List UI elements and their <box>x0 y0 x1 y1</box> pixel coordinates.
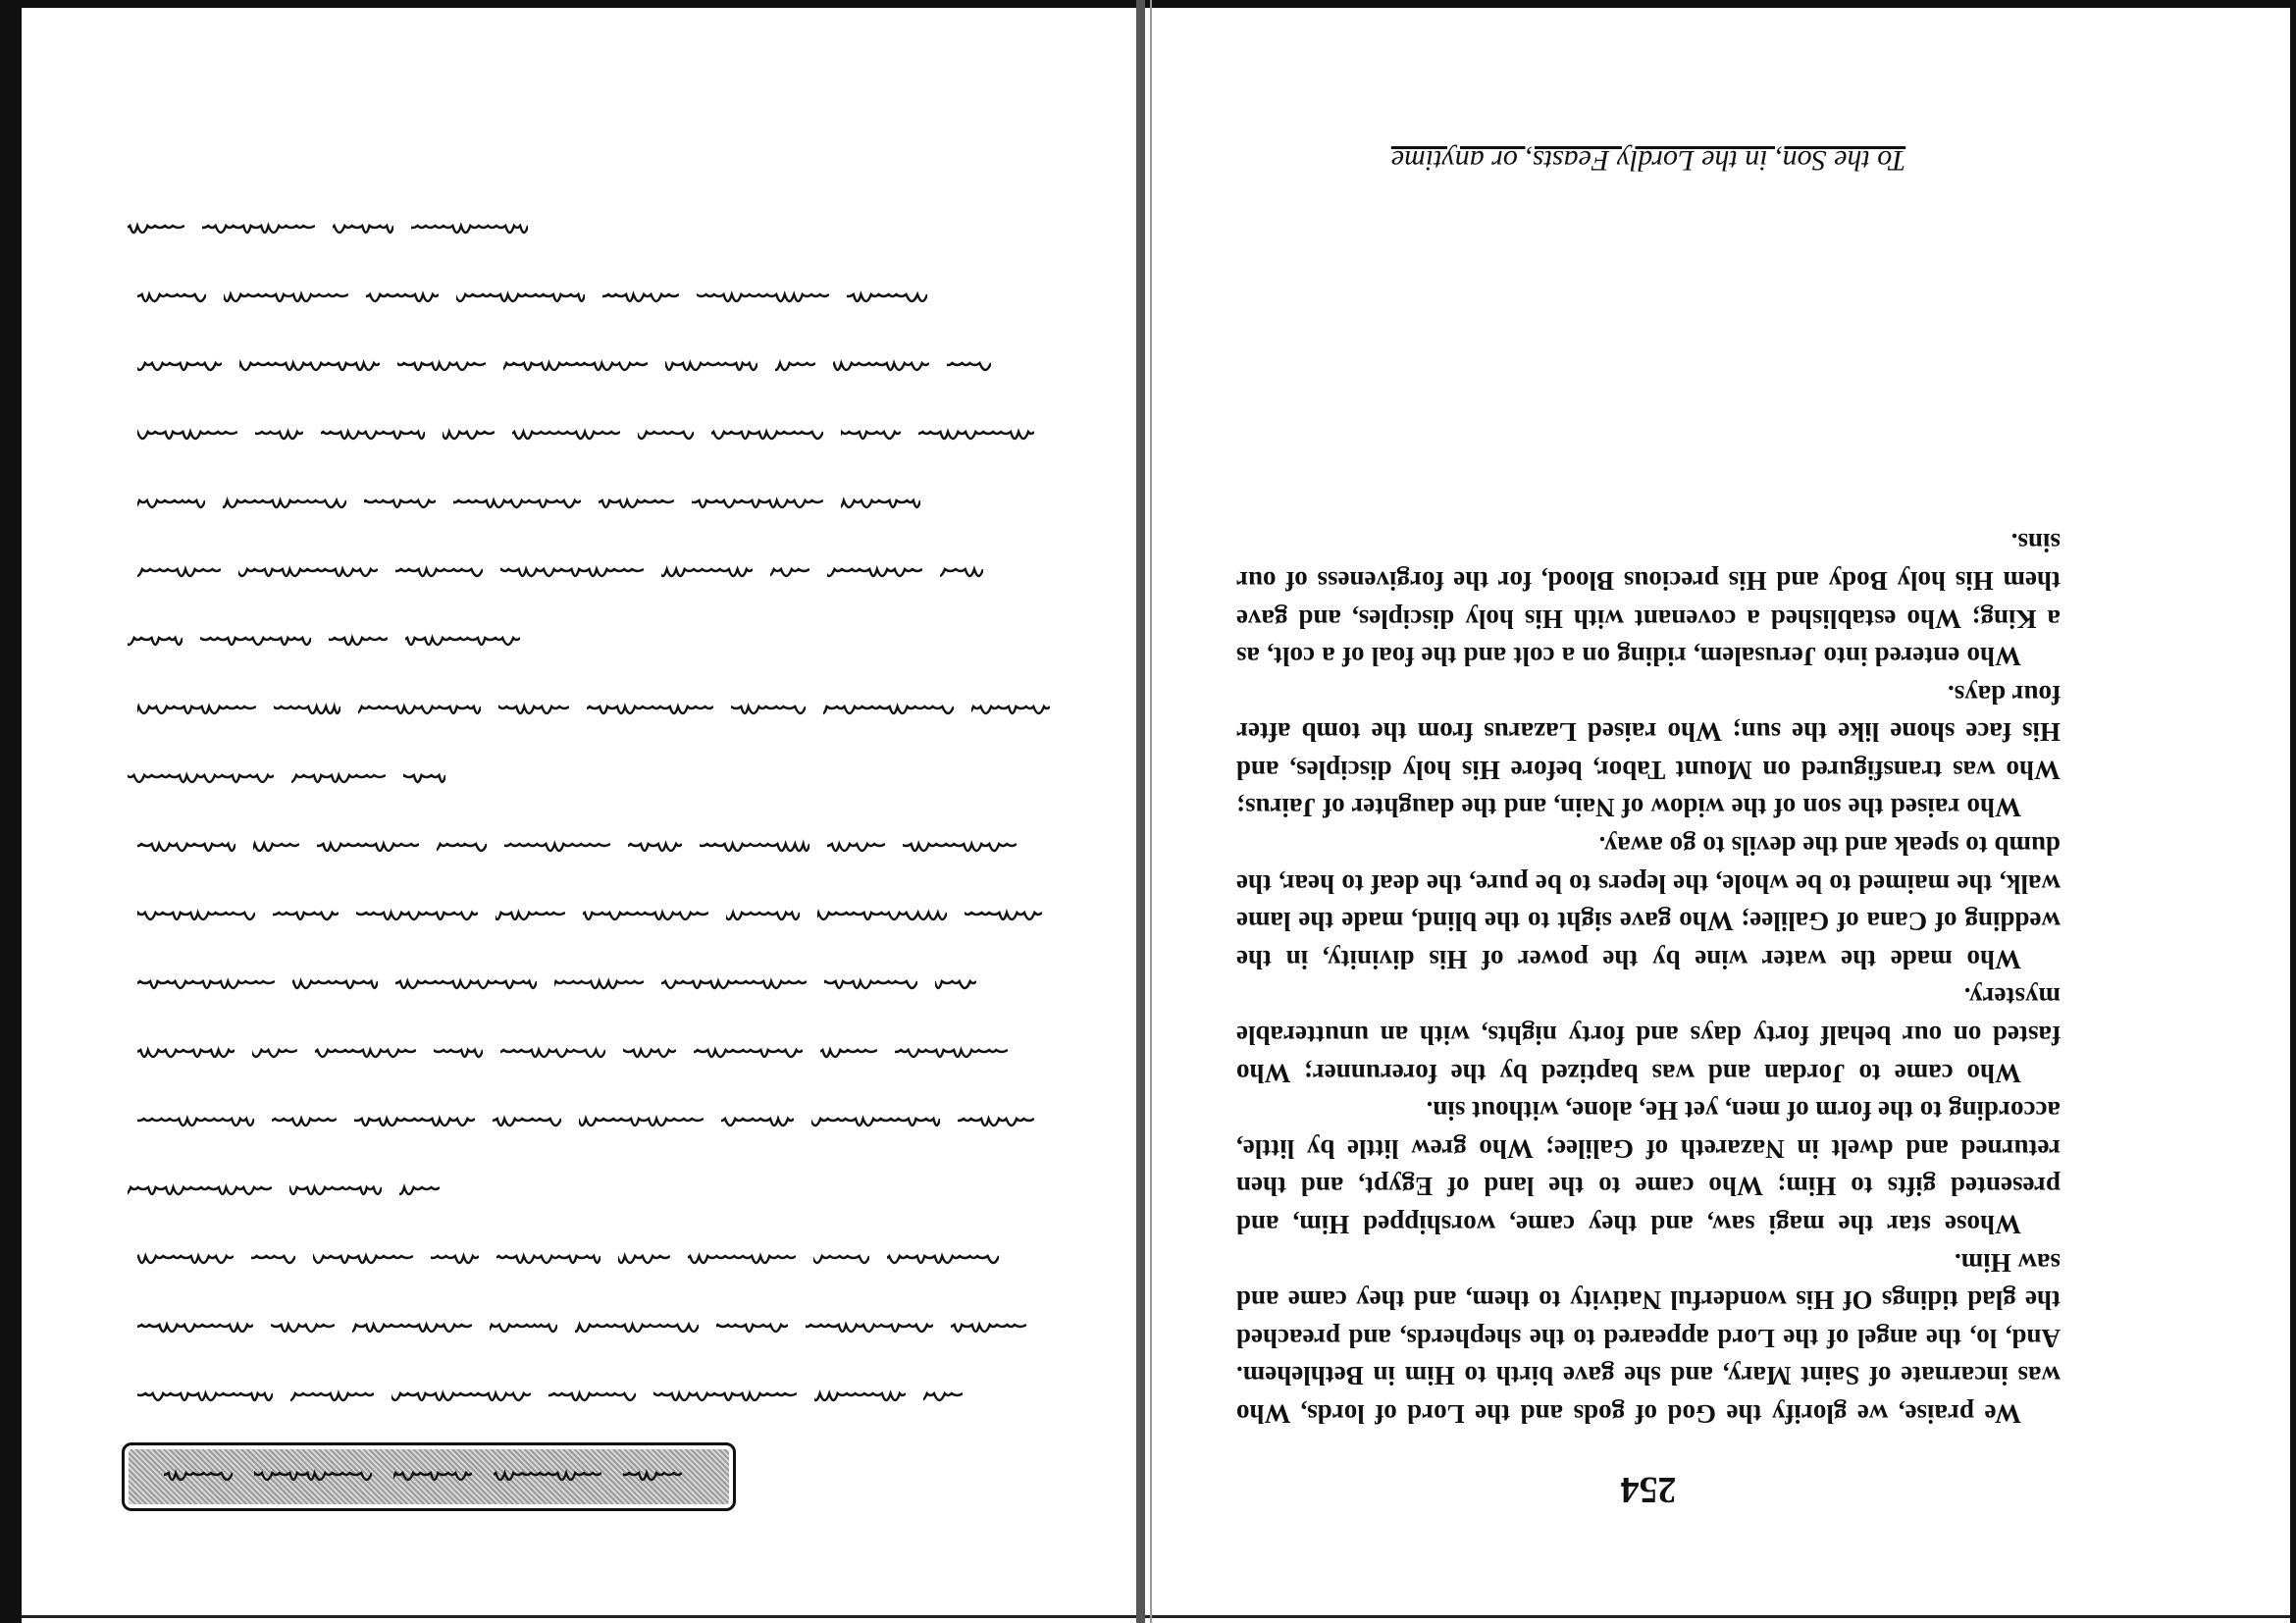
script-word <box>813 1250 869 1272</box>
book-gutter-line <box>1150 0 1152 1623</box>
script-word <box>575 1319 699 1340</box>
script-word <box>623 1467 682 1489</box>
script-word <box>918 426 1034 447</box>
script-word <box>895 1044 1008 1066</box>
script-word <box>200 632 311 654</box>
scan-right-edge <box>2290 0 2296 1623</box>
script-word <box>321 426 425 447</box>
book-gutter <box>1136 0 1145 1623</box>
script-word <box>274 701 340 722</box>
script-line <box>137 834 1017 864</box>
script-word <box>397 357 486 379</box>
script-line <box>128 765 445 795</box>
script-word <box>820 1044 877 1066</box>
paragraph-5: Who raised the son of the widow of Nain, and the daughter of Jairus; Who was transfigured on Mount Tabor, before His holy disciples, and His face shone like the sun; Who raised Lazarus from the tomb after four days. <box>1236 679 2061 823</box>
script-word <box>137 1319 253 1340</box>
script-word <box>393 1467 472 1489</box>
script-word <box>841 426 901 447</box>
script-word <box>202 220 315 241</box>
script-word <box>493 1113 561 1134</box>
script-word <box>431 1250 479 1272</box>
script-word <box>661 563 753 585</box>
script-word <box>252 1044 297 1066</box>
script-word <box>579 1113 704 1134</box>
script-word <box>255 426 303 447</box>
script-word <box>833 357 929 379</box>
script-word <box>721 1113 794 1134</box>
script-word <box>935 975 976 997</box>
script-line <box>137 285 927 314</box>
script-word <box>731 701 806 722</box>
script-word <box>697 288 829 310</box>
script-word <box>823 701 954 722</box>
script-word <box>137 357 222 379</box>
script-word <box>817 907 947 928</box>
script-word <box>638 426 694 447</box>
page-body <box>1236 196 2061 1433</box>
scan-left-edge <box>0 0 22 1623</box>
script-word <box>923 1387 963 1409</box>
script-line <box>137 697 1050 726</box>
script-line <box>128 1178 440 1207</box>
script-word <box>700 838 809 860</box>
script-word <box>128 1181 272 1203</box>
script-word <box>137 907 255 928</box>
script-word <box>512 426 620 447</box>
script-word <box>356 907 478 928</box>
script-word <box>128 220 184 241</box>
script-word <box>711 426 823 447</box>
script-word <box>254 1467 372 1489</box>
script-word <box>456 288 585 310</box>
page-number: 254 <box>1620 1469 1677 1510</box>
script-word <box>405 632 520 654</box>
script-word <box>358 701 481 722</box>
script-word <box>496 1250 600 1272</box>
script-word <box>317 838 419 860</box>
script-word <box>503 357 648 379</box>
script-word <box>824 975 917 997</box>
script-word <box>554 975 644 997</box>
script-line <box>137 422 1034 451</box>
script-word <box>688 1250 796 1272</box>
script-word <box>395 563 483 585</box>
script-word <box>806 1319 933 1340</box>
script-word <box>437 838 487 860</box>
script-word <box>411 220 528 241</box>
script-word <box>500 1044 605 1066</box>
script-line <box>128 628 520 657</box>
script-word <box>583 907 708 928</box>
script-word <box>965 907 1042 928</box>
script-word <box>494 1467 601 1489</box>
script-word <box>453 495 581 516</box>
script-word <box>827 838 885 860</box>
script-word <box>224 288 348 310</box>
script-word <box>366 288 439 310</box>
script-word <box>847 288 927 310</box>
script-word <box>623 1044 676 1066</box>
script-word <box>333 220 393 241</box>
script-word <box>315 1044 416 1066</box>
script-word <box>841 495 920 516</box>
left-page <box>128 157 1060 1511</box>
script-word <box>958 1113 1034 1134</box>
script-line <box>137 1109 1034 1138</box>
script-word <box>137 1250 234 1272</box>
script-word <box>692 495 823 516</box>
script-line <box>128 216 528 245</box>
script-word <box>223 495 346 516</box>
script-word <box>137 288 206 310</box>
script-line <box>137 559 983 589</box>
paragraph-6: Who entered into Jerusalem, riding on a colt and the foal of a colt, as a King; Who established a covenant with His holy disciples, and gave them His holy Body and His precious Blood, for the forgiveness of our sins. <box>1236 528 2061 672</box>
script-word <box>587 701 713 722</box>
script-word <box>653 1387 797 1409</box>
scan-bottom-edge <box>0 1615 2296 1618</box>
script-word <box>504 838 610 860</box>
script-word <box>137 495 205 516</box>
script-word <box>128 632 183 654</box>
script-word <box>137 1044 235 1066</box>
script-word <box>661 975 807 997</box>
script-word <box>137 975 275 997</box>
script-word <box>770 563 809 585</box>
paragraph-1: We praise, we glorify the God of gods and the Lord of lords, Who was incarnate of Saint Mary, and she gave birth to Him in Bethlehem. And, lo, the angel of the Lord appeared to the shepherds, and preached the glad tidings Of His wonderful Nativity to them, and they came and saw Him. <box>1236 1247 2061 1429</box>
script-word <box>292 975 378 997</box>
script-word <box>354 1113 475 1134</box>
script-word <box>947 357 991 379</box>
script-word <box>137 426 237 447</box>
script-word <box>548 1387 636 1409</box>
script-word <box>128 769 274 791</box>
script-word <box>352 1319 472 1340</box>
script-line <box>137 1040 1008 1070</box>
script-word <box>903 838 1017 860</box>
script-word <box>775 357 815 379</box>
script-word <box>726 907 800 928</box>
left-heading-box <box>122 1442 736 1511</box>
script-word <box>500 563 644 585</box>
script-word <box>137 701 256 722</box>
script-word <box>395 975 537 997</box>
script-word <box>291 769 386 791</box>
script-word <box>887 1250 999 1272</box>
script-word <box>313 1250 413 1272</box>
script-line <box>137 353 991 383</box>
scan-top-edge <box>0 0 2296 8</box>
script-word <box>271 1319 335 1340</box>
script-word <box>618 1250 670 1272</box>
script-line <box>137 903 1042 932</box>
script-word <box>716 1319 788 1340</box>
script-word <box>290 1387 374 1409</box>
script-word <box>273 907 339 928</box>
script-word <box>403 769 445 791</box>
script-word <box>329 632 388 654</box>
right-page <box>1236 128 2061 1510</box>
script-word <box>814 1387 906 1409</box>
script-word <box>239 357 380 379</box>
script-word <box>251 1250 295 1272</box>
script-word <box>272 1113 337 1134</box>
paragraph-4: Who made the water wine by the power of His divinity, in the wedding of Cana of Galilee; Who gave sight to the blind, made the lame walk, the maimed to be whole, the lepers to be pure, the deaf to hear, the dumb to speak and the devils to go away. <box>1236 831 2061 974</box>
script-word <box>289 1181 382 1203</box>
section-title: To the Son, in the Lordly Feasts, or anytime <box>1390 144 1906 177</box>
script-word <box>137 563 221 585</box>
script-word <box>496 907 565 928</box>
script-word <box>940 563 983 585</box>
script-word <box>665 357 757 379</box>
script-word <box>137 838 235 860</box>
script-line <box>137 1315 1026 1344</box>
script-word <box>599 495 674 516</box>
script-word <box>971 701 1050 722</box>
script-word <box>434 1044 483 1066</box>
script-word <box>602 288 679 310</box>
script-word <box>490 1319 557 1340</box>
script-word <box>628 838 682 860</box>
script-word <box>694 1044 803 1066</box>
script-word <box>811 1113 940 1134</box>
script-word <box>951 1319 1026 1340</box>
script-line <box>137 1246 999 1276</box>
script-word <box>137 1113 254 1134</box>
script-word <box>391 1387 531 1409</box>
script-line <box>137 971 976 1001</box>
script-word <box>498 701 569 722</box>
script-line <box>137 1384 963 1413</box>
script-word <box>137 1387 273 1409</box>
script-line <box>137 491 920 520</box>
paragraph-3: Who came to Jordan and was baptized by the forerunner; Who fasted on our behalf forty days and forty nights, with an unutterable mystery. <box>1236 982 2061 1088</box>
script-word <box>399 1181 440 1203</box>
script-word <box>238 563 378 585</box>
script-word <box>253 838 299 860</box>
paragraph-2: Whose star the magi saw, and they came, worshipped Him, and presented gifts to Him; Who came to the land of Egypt, and then returned and dwelt in Nazareth of Galilee; Who grew little by little, according to the form of men, yet He, alone, without sin. <box>1236 1096 2061 1240</box>
script-word <box>164 1467 233 1489</box>
script-word <box>443 426 495 447</box>
script-word <box>364 495 436 516</box>
script-word <box>827 563 922 585</box>
